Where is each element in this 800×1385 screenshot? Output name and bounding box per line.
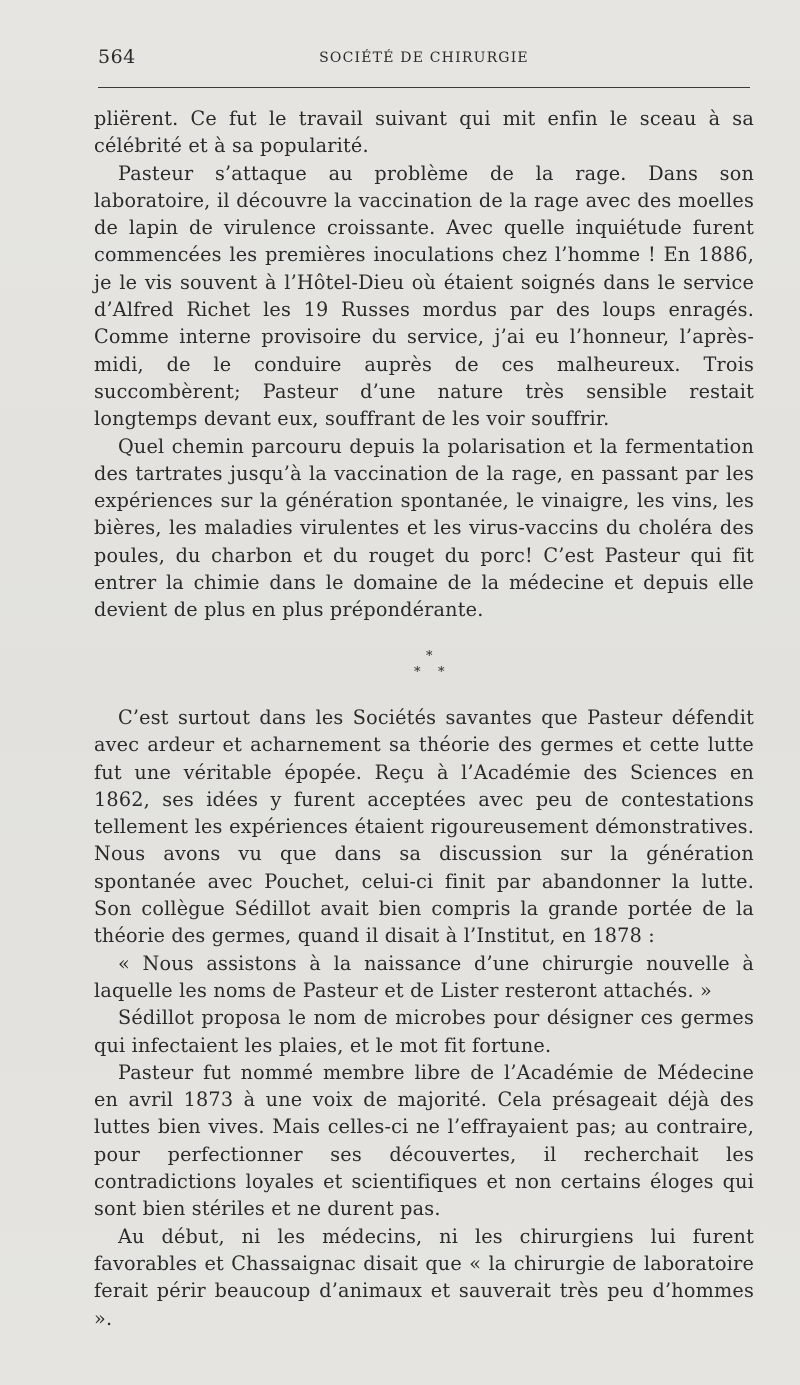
paragraph-rage: Pasteur s’attaque au problème de la rage. Dans son laboratoire, il découvre la vaccination de la rage avec des moelles de lapin de virulence croissante. Avec quelle inquiétude furent commencées les premières inoculations chez l’homme ! En 1886, je le vis souvent à l’Hôtel-Dieu où étaient soignés dans le service d’Alfred Richet les 19 Russes mordus par des loups enragés. Comme interne provisoire du service, j’ai eu l’honneur, l’après-midi, de le conduire auprès de ces malheureux. Trois succombèrent; Pasteur d’une nature très sensible restait longtemps devant eux, souffrant de les voir souffrir.: [94, 161, 754, 431]
page-number: 564: [98, 46, 136, 68]
asterism-star: *: [438, 665, 445, 680]
asterism-separator: [400, 646, 460, 686]
paragraph-continued: pliërent. Ce fut le travail suivant qui mit enfin le sceau à sa célébrité et à sa popularité.: [94, 107, 754, 158]
paragraph-quotation-sedillot: « Nous assistons à la naissance d’une chirurgie nouvelle à laquelle les noms de Pasteur et de Lister resteront attachés. »: [94, 951, 754, 1002]
paragraph-academie-medecine: Pasteur fut nommé membre libre de l’Académie de Médecine en avril 1873 à une voix de majorité. Cela présageait déjà des luttes bien vives. Mais celles-ci ne l’effrayaient pas; au contraire, pour perfectionner ses découvertes, il recherchait les contradictions loyales et scientifiques et non certains éloges qui sont bien stériles et ne durent pas.: [94, 1060, 754, 1221]
header-rule: [98, 87, 750, 88]
paragraph-chassaignac: Au début, ni les médecins, ni les chirurgiens lui furent favorables et Chassaignac disait que « la chirurgie de laboratoire ferait périr beaucoup d’animaux et sauverait très peu d’hommes ».: [94, 1224, 754, 1330]
section-pasteur-rage: [94, 105, 754, 624]
paragraph-theorie-germes: C’est surtout dans les Sociétés savantes que Pasteur défendit avec ardeur et acharnement sa théorie des germes et cette lutte fut une véritable épopée. Reçu à l’Académie des Sciences en 1862, ses idées y furent acceptées avec peu de contestations tellement les expériences étaient rigoureusement démonstratives. Nous avons vu que dans sa discussion sur la génération spontanée avec Pouchet, celui-ci finit par abandonner la lutte. Son collègue Sédillot avait bien compris la grande portée de la théorie des germes, quand il disait à l’Institut, en 1878 :: [94, 706, 754, 948]
paragraph-chemin-parcouru: Quel chemin parcouru depuis la polarisation et la fermentation des tartrates jusqu’à la vaccination de la rage, en passant par les expériences sur la génération spontanée, le vinaigre, les vins, les bières, les maladies virulentes et les virus-vaccins du choléra des poules, du charbon et du rouget du porc! C’est Pasteur qui fit entrer la chimie dans le domaine de la médecine et depuis elle devient de plus en plus prépondérante.: [94, 434, 754, 622]
page-header: [98, 46, 750, 72]
asterism-star: *: [426, 649, 433, 664]
running-title: SOCIÉTÉ DE CHIRURGIE: [319, 50, 529, 66]
asterism-star: *: [414, 665, 421, 680]
section-societes-savantes: [94, 704, 754, 1332]
paragraph-microbes: Sédillot proposa le nom de microbes pour désigner ces germes qui infectaient les plaies, et le mot fit fortune.: [94, 1006, 754, 1057]
